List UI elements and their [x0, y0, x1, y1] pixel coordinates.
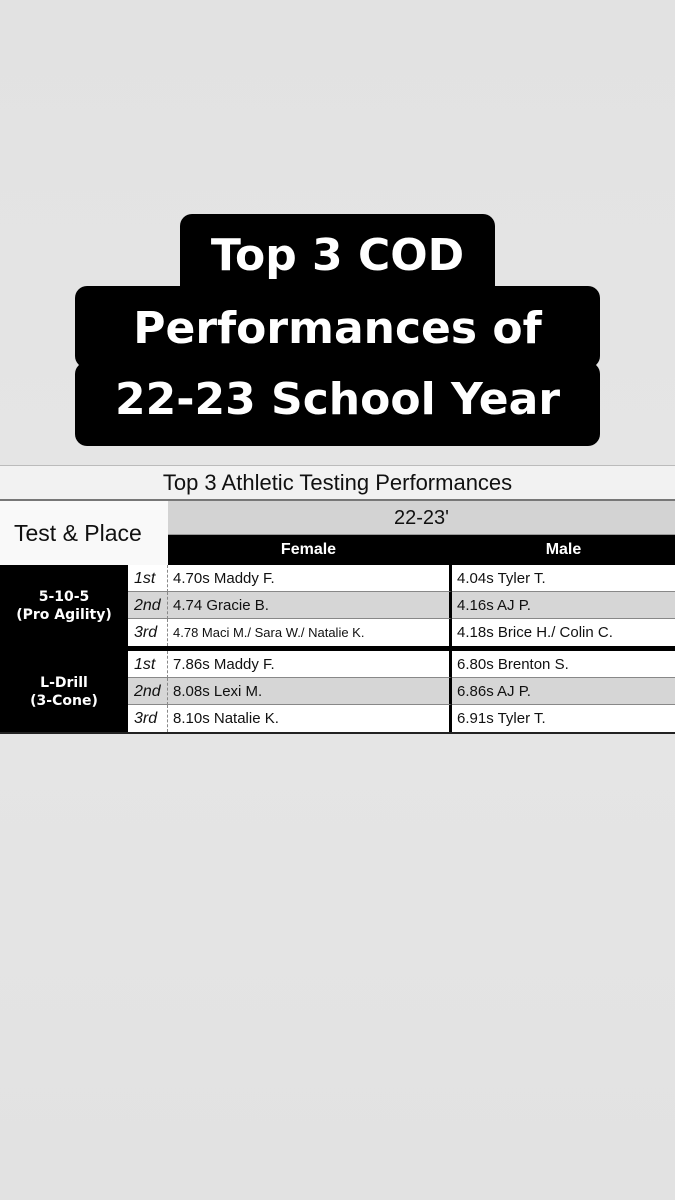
male-result: 6.86s AJ P.	[452, 678, 675, 705]
female-result: 8.08s Lexi M.	[168, 678, 452, 705]
caption-line-1: Top 3 COD	[180, 214, 495, 298]
female-result: 4.70s Maddy F.	[168, 565, 452, 592]
caption-line-3: 22-23 School Year	[75, 362, 600, 446]
results-table	[0, 465, 675, 735]
test-name-l-drill	[0, 651, 128, 732]
place-label: 1st	[128, 651, 168, 678]
caption-line-2: Performances of	[75, 286, 600, 368]
male-result: 4.18s Brice H./ Colin C.	[452, 619, 675, 646]
female-header: Female	[168, 535, 452, 565]
male-result: 4.04s Tyler T.	[452, 565, 675, 592]
place-label: 2nd	[128, 592, 168, 619]
test-name-line2: (Pro Agility)	[16, 606, 112, 623]
male-result: 6.91s Tyler T.	[452, 705, 675, 732]
test-place-header: Test & Place	[0, 501, 168, 565]
male-result: 4.16s AJ P.	[452, 592, 675, 619]
test-name-line1: 5-10-5	[38, 588, 90, 605]
place-label: 1st	[128, 565, 168, 592]
female-result: 4.74 Gracie B.	[168, 592, 452, 619]
test-name-line1: L-Drill	[40, 674, 88, 691]
place-label: 3rd	[128, 705, 168, 732]
place-label: 3rd	[128, 619, 168, 646]
test-name-pro-agility	[0, 565, 128, 646]
male-header: Male	[452, 535, 675, 565]
table-bottom-border	[0, 732, 675, 734]
female-result: 7.86s Maddy F.	[168, 651, 452, 678]
place-label: 2nd	[128, 678, 168, 705]
year-header: 22-23'	[168, 501, 675, 535]
male-result: 6.80s Brenton S.	[452, 651, 675, 678]
female-result: 4.78 Maci M./ Sara W./ Natalie K.	[168, 619, 452, 646]
female-result: 8.10s Natalie K.	[168, 705, 452, 732]
test-name-line2: (3-Cone)	[30, 692, 98, 709]
table-title: Top 3 Athletic Testing Performances	[0, 465, 675, 501]
